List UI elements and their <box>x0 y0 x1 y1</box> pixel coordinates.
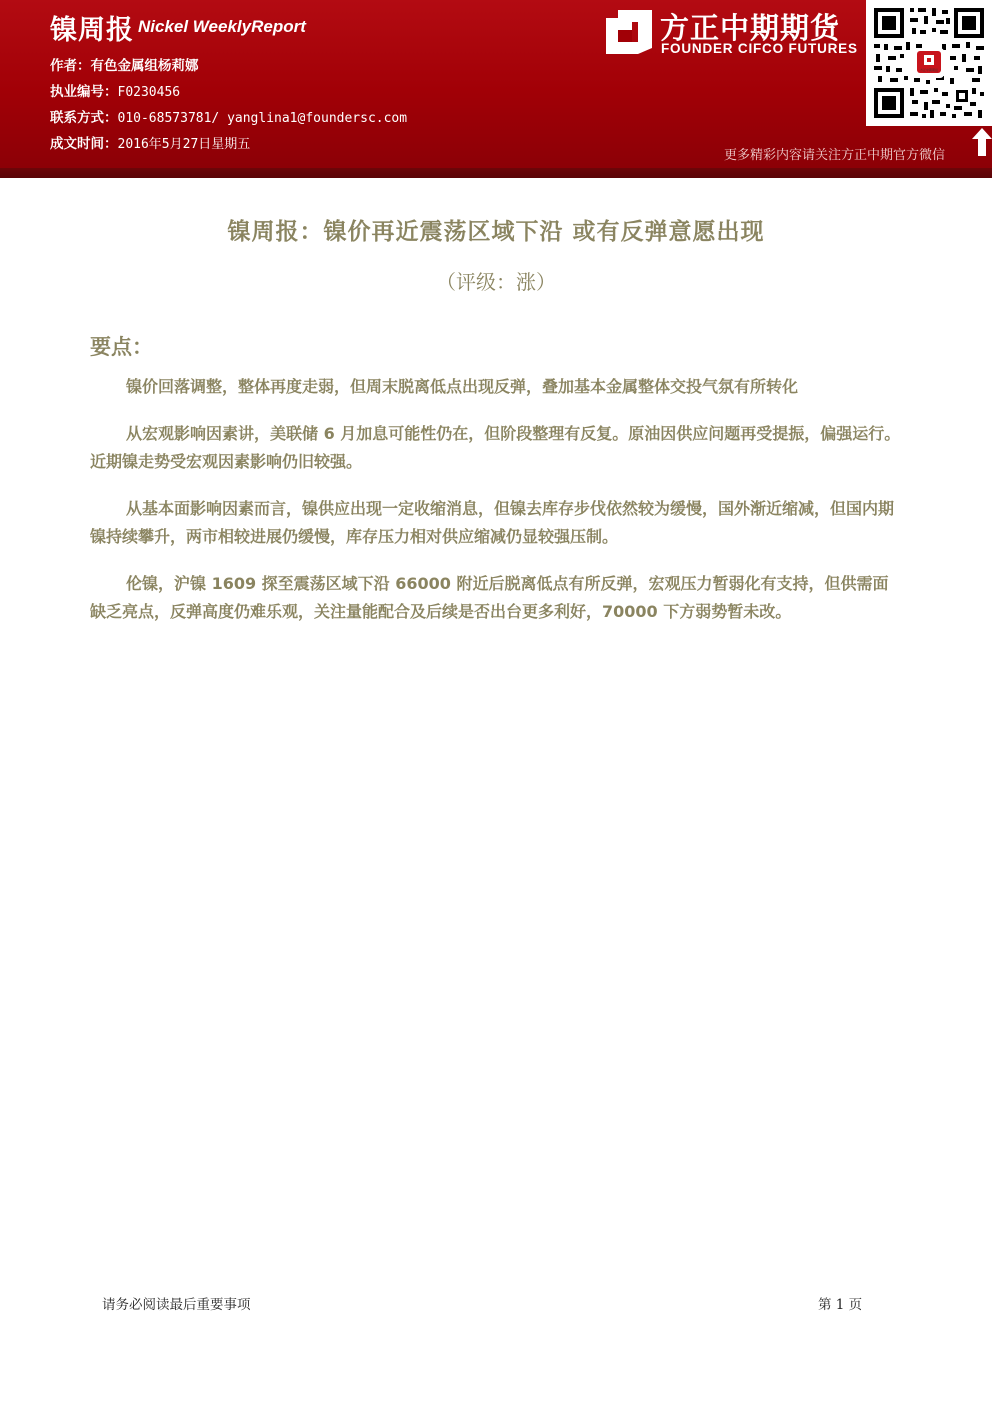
contact-label: 联系方式： <box>50 110 118 126</box>
license-label: 执业编号： <box>50 84 118 100</box>
document-title: 镍周报：镍价再近震荡区域下沿 或有反弹意愿出现 <box>227 218 765 245</box>
report-title-cn: 镍周报 <box>50 15 134 46</box>
rating-label: （评级：涨） <box>436 270 556 294</box>
license-value: F0230456 <box>117 85 181 100</box>
founder-logo-icon <box>604 8 654 56</box>
key-point-paragraph: 从基本面影响因素而言，镍供应出现一定收缩消息，但镍去库存步伐依然较为缓慢，国外渐近缩减，但国内期镍持续攀升，两市相较进展仍缓慢，库存压力相对供应缩减仍显较强压制。 <box>90 499 895 546</box>
footer-notice: 请务必阅读最后重要事项 <box>102 1297 251 1313</box>
company-name-en: FOUNDER CIFCO FUTURES <box>661 41 858 56</box>
page-number: 第 1 页 <box>818 1297 863 1313</box>
author-value: 有色金属组杨莉娜 <box>90 58 199 74</box>
date-label: 成文时间： <box>50 136 118 152</box>
arrow-up-icon <box>972 128 992 156</box>
header-divider <box>0 168 992 178</box>
author-label: 作者： <box>50 58 91 74</box>
key-points-heading: 要点： <box>90 334 153 359</box>
key-point-paragraph: 从宏观影响因素讲，美联储 6 月加息可能性仍在，但阶段整理有反复。原油因供应问题再受提振，偏强运行。近期镍走势受宏观因素影响仍旧较强。 <box>90 424 901 471</box>
qr-center-label: 方正中期期货 <box>919 68 938 72</box>
author-line <box>50 54 199 74</box>
contact-value: 010-68573781/ yanglina1@foundersc.com <box>117 111 408 126</box>
license-line <box>50 80 180 100</box>
contact-line <box>50 106 407 126</box>
follow-wechat-text: 更多精彩内容请关注方正中期官方微信 <box>724 148 946 163</box>
date-line <box>50 132 250 152</box>
key-point-paragraph: 伦镍，沪镍 1609 探至震荡区域下沿 66000 附近后脱离低点有所反弹，宏观压力暂弱化有支持，但供需面缺乏亮点，反弹高度仍难乐观，关注量能配合及后续是否出台更多利好，70000 下方弱势暂未改。 <box>90 574 889 621</box>
report-title-en: Nickel WeeklyReport <box>138 17 306 36</box>
company-name-cn: 方正中期期货 <box>660 11 841 45</box>
date-value: 2016年5月27日星期五 <box>117 137 251 152</box>
qr-code-icon[interactable] <box>866 0 992 126</box>
key-point-paragraph: 镍价回落调整，整体再度走弱，但周末脱离低点出现反弹，叠加基本金属整体交投气氛有所转化 <box>126 377 799 396</box>
